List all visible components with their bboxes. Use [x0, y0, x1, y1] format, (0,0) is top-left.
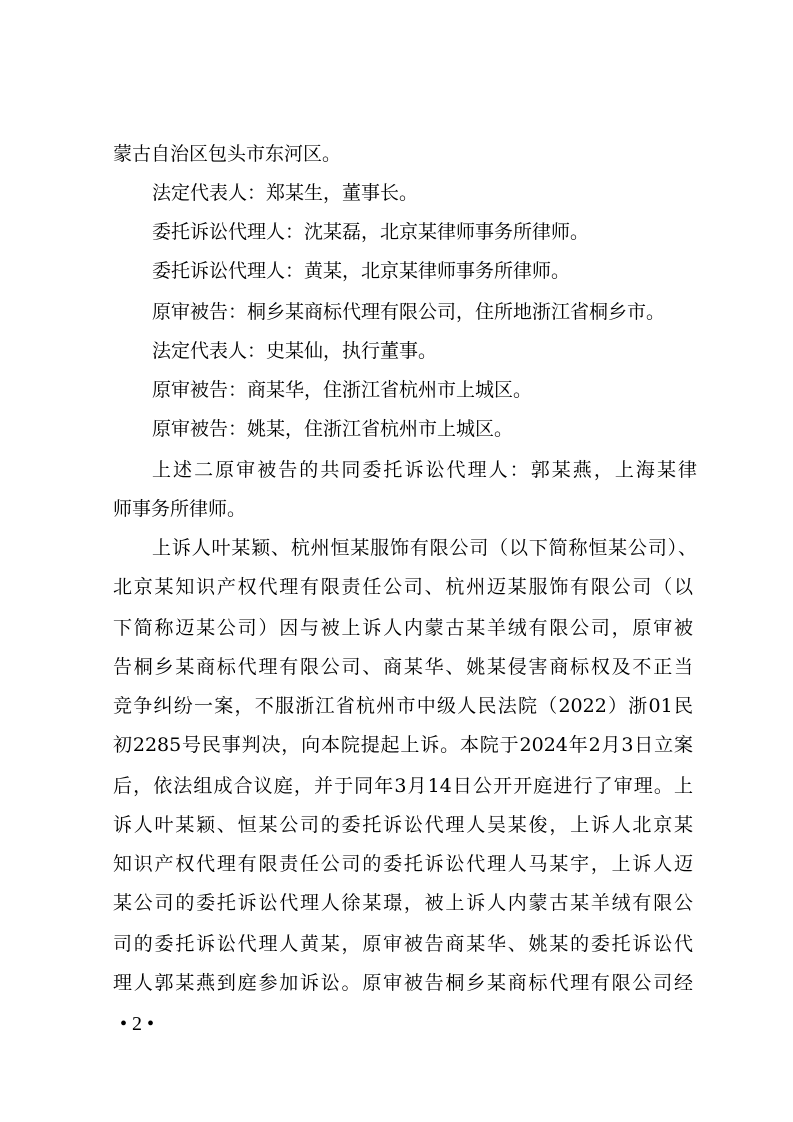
text-line-19: 知识产权代理有限责任公司的委托诉讼代理人马某宇，上诉人迈: [113, 853, 693, 875]
text-line-18: 诉人叶某颖、恒某公司的委托诉讼代理人吴某俊，上诉人北京某: [113, 814, 693, 836]
text-line-6: 法定代表人：史某仙，执行董事。: [152, 340, 438, 362]
text-line-20: 某公司的委托诉讼代理人徐某璟，被上诉人内蒙古某羊绒有限公: [113, 892, 693, 914]
text-line-7: 原审被告：商某华，住浙江省杭州市上城区。: [152, 379, 533, 401]
text-line-17: 后，依法组成合议庭，并于同年3月14日公开开庭进行了审理。上: [113, 775, 693, 797]
text-line-11: 上诉人叶某颖、杭州恒某服饰有限公司（以下简称恒某公司）、: [152, 537, 697, 559]
text-line-15: 竞争纠纷一案，不服浙江省杭州市中级人民法院（2022）浙01民: [113, 695, 693, 717]
text-line-1: 蒙古自治区包头市东河区。: [113, 143, 342, 165]
text-line-8: 原审被告：姚某，住浙江省杭州市上城区。: [152, 418, 514, 440]
text-line-16: 初2285号民事判决，向本院提起上诉。本院于2024年2月3日立案: [113, 734, 693, 756]
text-line-2: 法定代表人：郑某生，董事长。: [152, 182, 419, 204]
text-line-21: 司的委托诉讼代理人黄某，原审被告商某华、姚某的委托诉讼代: [113, 933, 693, 955]
text-line-9: 上述二原审被告的共同委托诉讼代理人：郭某燕，上海某律: [152, 459, 697, 481]
text-line-10: 师事务所律师。: [113, 498, 247, 520]
text-line-22: 理人郭某燕到庭参加诉讼。原审被告桐乡某商标代理有限公司经: [113, 972, 693, 994]
text-line-4: 委托诉讼代理人：黄某，北京某律师事务所律师。: [152, 260, 571, 282]
text-line-5: 原审被告：桐乡某商标代理有限公司，住所地浙江省桐乡市。: [152, 301, 666, 323]
text-line-14: 告桐乡某商标代理有限公司、商某华、姚某侵害商标权及不正当: [113, 656, 693, 678]
text-line-3: 委托诉讼代理人：沈某磊，北京某律师事务所律师。: [152, 221, 590, 243]
page-number: • 2 •: [120, 1013, 155, 1035]
text-line-12: 北京某知识产权代理有限责任公司、杭州迈某服饰有限公司（以: [113, 576, 693, 598]
text-line-13: 下简称迈某公司）因与被上诉人内蒙古某羊绒有限公司，原审被: [113, 617, 693, 639]
